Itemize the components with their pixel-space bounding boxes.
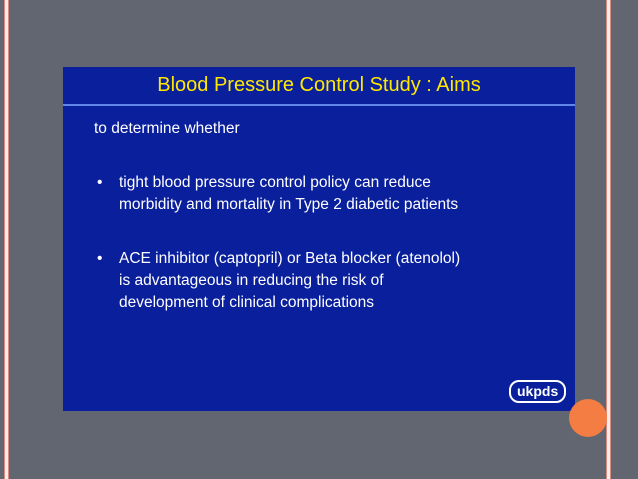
bullet-text [119,172,559,216]
slide-panel [63,67,575,411]
bullet-line: ACE inhibitor (captopril) or Beta blocker (atenolol) [119,250,461,267]
orange-circle-decoration [569,399,607,437]
bullet-icon: • [97,250,103,267]
left-frame-stripe [4,0,9,479]
slide-title-bar [63,67,575,104]
bullet-line: morbidity and mortality in Type 2 diabetic patients [119,196,459,213]
bullet-line: development of clinical complications [119,294,375,311]
slide-title: Blood Pressure Control Study : Aims [157,74,481,96]
bullet-line: is advantageous in reducing the risk of [119,272,384,289]
ukpds-logo: ukpds [509,380,566,403]
title-divider [63,104,575,106]
bullet-text [119,248,559,314]
intro-text: to determine whether [94,120,240,137]
bullet-icon: • [97,174,103,191]
bullet-line: tight blood pressure control policy can reduce [119,174,431,191]
right-frame-stripe [606,0,611,479]
